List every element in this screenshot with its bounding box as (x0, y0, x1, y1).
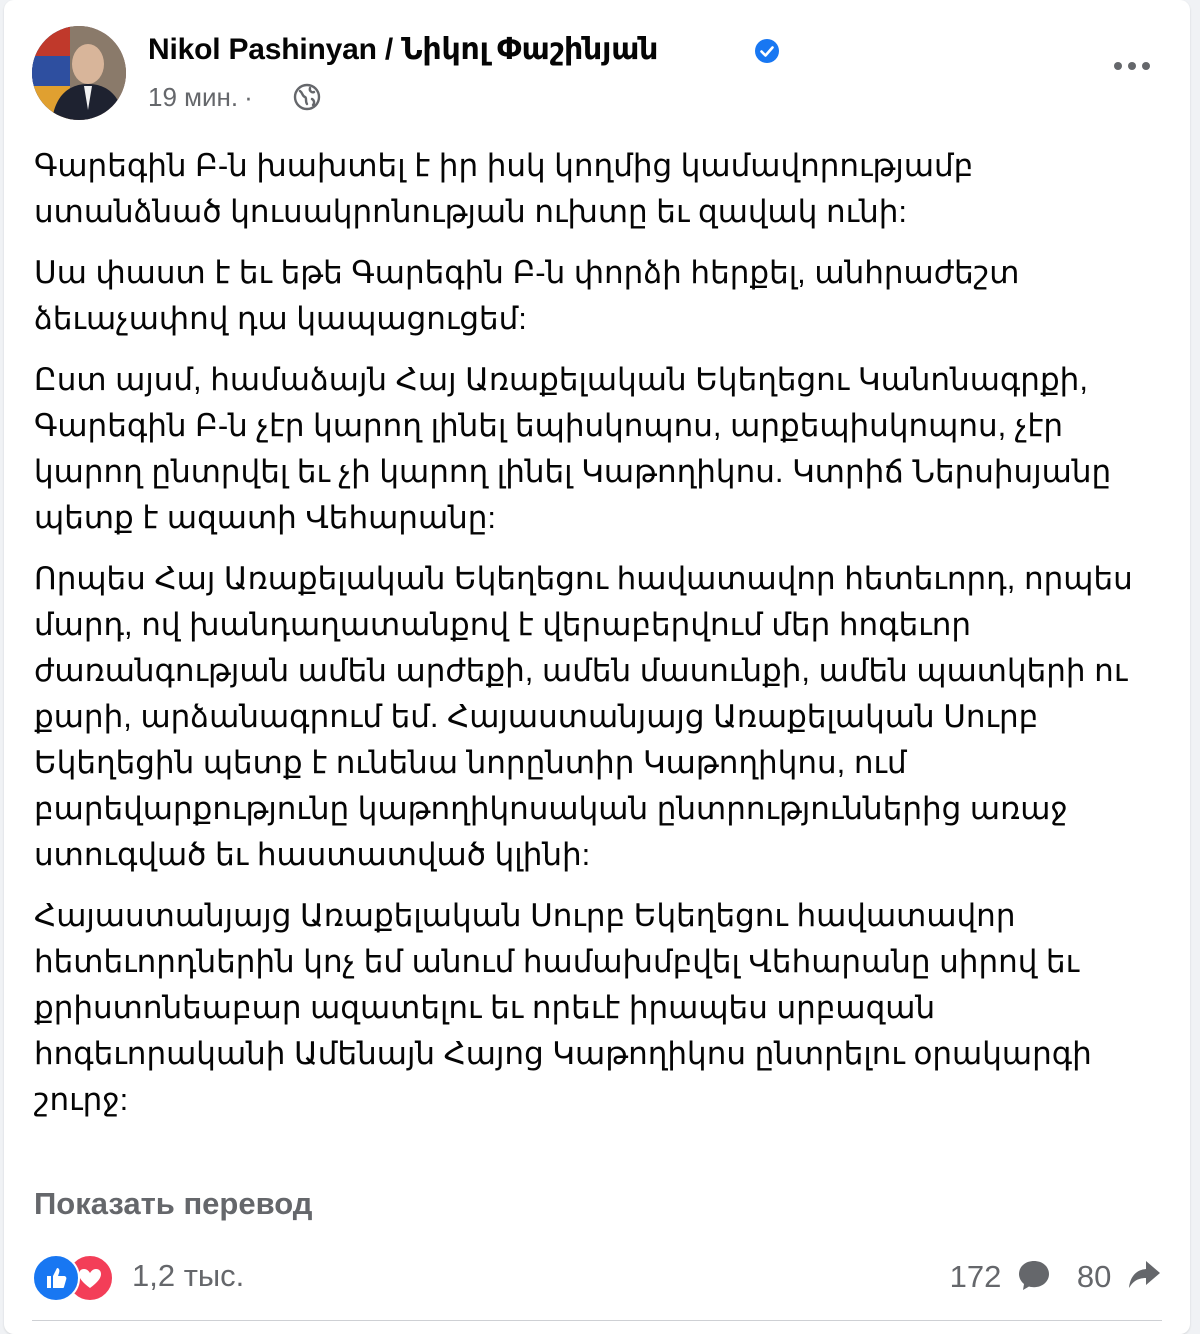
comment-icon (1016, 1258, 1052, 1300)
footer-divider (32, 1320, 1162, 1321)
post-paragraph: Որպես Հայ Առաքելական Եկեղեցու հավատավոր հետեւորդ, որպես մարդ, ով խանդաղատանքով է վերաբերվում մեր հոգեւոր ժառանգության ամեն արժեքի, ամեն մասունքի, ամեն պատկերի ու քարի, արձանագրում եմ. Հայաստանյայց Առաքելական Սուրբ Եկեղեցին պետք է ունենա նորընտիր Կաթողիկոս, ում բարեվարքությունը կաթողիկոսական ընտրություններից առաջ ստուգված եւ հաստատված կլինի: (34, 561, 1133, 872)
post-footer (32, 1252, 1162, 1302)
meta-separator: · (244, 82, 253, 112)
verified-badge-icon (754, 38, 780, 64)
show-translation-link[interactable]: Показать перевод (34, 1186, 313, 1221)
author-name[interactable]: Nikol Pashinyan / Նիկոլ Փաշինյան (148, 33, 659, 66)
post-time[interactable]: 19 мин. (148, 82, 239, 112)
post-paragraph: Ըստ այսմ, համաձայն Հայ Առաքելական Եկեղեցու Կանոնագրքի, Գարեգին Բ-ն չէր կարող լինել եպիսկոպոս, արքեպիսկոպոս, չէր կարող ընտրվել եւ չի կարող լինել Կաթողիկոս. Կտրիճ Ներսիսյանը պետք է ազատի Վեհարանը: (34, 362, 1112, 535)
shares-count: 80 (1076, 1259, 1112, 1295)
post-meta (148, 82, 259, 113)
comments-count: 172 (949, 1259, 1002, 1295)
like-reaction-icon (32, 1254, 80, 1302)
more-options-icon[interactable] (1102, 46, 1162, 86)
globe-icon[interactable] (292, 82, 322, 112)
reactions-count: 1,2 тыс. (132, 1258, 245, 1293)
share-icon (1126, 1258, 1162, 1300)
post-paragraph: Գարեգին Բ-ն խախտել է իր իսկ կողմից կամավորությամբ ստանձնած կուսակրոնության ուխտը եւ զավակ ունի: (34, 148, 974, 229)
post-card (4, 0, 1190, 1334)
post-paragraph: Սա փաստ է եւ եթե Գարեգին Բ-ն փորձի հերքել, անհրաժեշտ ձեւաչափով դա կապացուցեմ: (34, 255, 1020, 336)
avatar[interactable] (32, 26, 126, 120)
comments-button[interactable] (950, 1258, 1052, 1300)
shares-button[interactable] (1077, 1258, 1162, 1300)
post-header (32, 26, 1162, 126)
post-paragraph: Հայաստանյայց Առաքելական Սուրբ Եկեղեցու հավատավոր հետեւորդներին կոչ եմ անում համախմբվել Վեհարանը սիրով եւ քրիստոնեաբար ազատելու եւ որեւէ իրապես սրբազան հոգեւորականի Ամենայն Հայոց Կաթողիկոս ընտրելու օրակարգի շուրջ: (34, 898, 1092, 1117)
post-body (34, 143, 1154, 1138)
